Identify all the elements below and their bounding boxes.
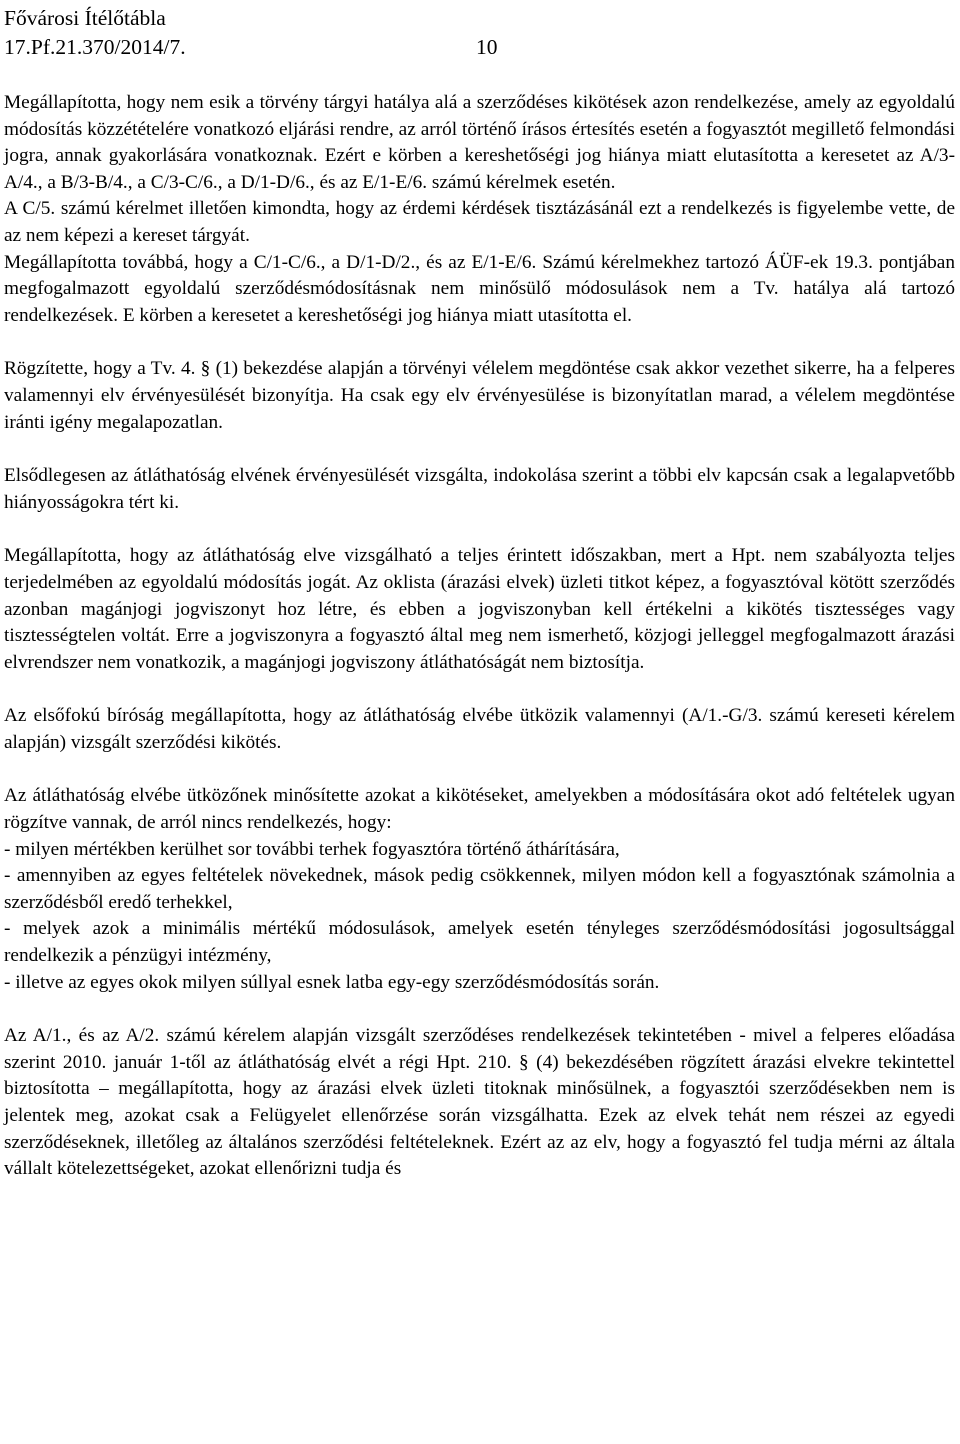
paragraph: Megállapította továbbá, hogy a C/1-C/6., a D/1-D/2., és az E/1-E/6. Számú kérelmekhez tartozó ÁÜF-ek 19.3. pontjában megfogalmazott egyoldalú szerződésmódosításnak nem minősülő módosulások nem a Tv. hatálya alá tartozó rendelkezések. E körben a keresetet a kereshetőségi jog hiánya miatt utasította el.: [4, 251, 955, 326]
paragraph: Az A/1., és az A/2. számú kérelem alapján vizsgált szerződéses rendelkezések tekintetében - mivel a felperes előadása szerint 2010. január 1-től az átláthatóság elvét a régi Hpt. 210. § (4) bekezdésében rögzített árazási elvekre tekintettel biztosította – megállapította, hogy az árazási elvek üzleti titoknak minősülnek, a fogyasztói szerződésekben nem is jelentek meg, azokat csak a Felügyelet ellenőrzése során vizsgálhatta. Ezek az elvek tehát nem részei az egyedi szerződéseknek, illetőleg az általános szerződési feltételeknek. Ezért az az elv, hogy a fogyasztó fel tudja mérni az általa vállalt kötelezettségeket, azokat ellenőrizni tudja és: [4, 1025, 955, 1180]
court-name: Fővárosi Ítélőtábla: [4, 6, 166, 30]
paragraph: Megállapította, hogy az átláthatóság elve vizsgálható a teljes érintett időszakban, mert a Hpt. nem szabályozta teljes terjedelmében az egyoldalú módosítás jogát. Az oklista (árazási elvek) üzleti titkot képez, a fogyasztóval kötött szerződés azonban magánjogi jogviszonyt hoz létre, és ebben a jogviszonyban kell értékelni a kikötés tisztességes vagy tisztességtelen voltát. Erre a jogviszonyra a fogyasztó által meg nem ismerhető, közjogi jelleggel megfogalmazott árazási elvrendszer nem vonatkozik, a magánjogi jogviszony átláthatóságát nem biztosítja.: [4, 545, 955, 673]
list-item: - amennyiben az egyes feltételek növekednek, mások pedig csökkennek, milyen módon kell a fogyasztónak számolnia a szerződésből eredő terhekkel,: [4, 865, 955, 913]
list-item: - melyek azok a minimális mértékű módosulások, amelyek esetén tényleges szerződésmódosítási jogosultsággal rendelkezik a pénzügyi intézmény,: [4, 918, 955, 967]
paragraph: Elsődlegesen az átláthatóság elvének érvényesülését vizsgálta, indokolása szerint a többi elv kapcsán csak a legalapvetőbb hiányosságokra tért ki.: [4, 465, 955, 513]
list-item: - illetve az egyes okok milyen súllyal esnek latba egy-egy szerződésmódosítás során.: [4, 971, 660, 993]
paragraph: Megállapította, hogy nem esik a törvény tárgyi hatálya alá a szerződéses kikötések azon rendelkezése, amely az egyoldalú módosítás közzétételére vonatkozó eljárási rendre, az arról történő írásos értesítés esetén a fogyasztót megillető felmondási jogra, annak gyakorlására vonatkoznak. Ezért e körben a kereshetőségi jog hiánya miatt elutasította a keresetet az A/3-A/4., a B/3-B/4., a C/3-C/6., a D/1-D/6., és az E/1-E/6. számú kérelmek esetén.: [4, 92, 955, 193]
list-item: - milyen mértékben kerülhet sor további terhek fogyasztóra történő áthárítására,: [4, 838, 620, 860]
case-number: 17.Pf.21.370/2014/7.: [4, 35, 186, 59]
page-number: 10: [476, 35, 498, 59]
document-body: [4, 90, 955, 1183]
page-header: [4, 4, 956, 62]
case-number-line: [4, 33, 956, 62]
paragraph: Rögzítette, hogy a Tv. 4. § (1) bekezdése alapján a törvényi vélelem megdöntése csak akkor vezethet sikerre, ha a felperes valamennyi elv érvényesülését bizonyítja. Ha csak egy elv érvényesülése is bizonyítatlan marad, a vélelem megdöntése iránti igény megalapozatlan.: [4, 358, 955, 433]
paragraph: Az átláthatóság elvébe ütközőnek minősítette azokat a kikötéseket, amelyekben a módosítására okot adó feltételek ugyan rögzítve vannak, de arról nincs rendelkezés, hogy:: [4, 785, 955, 834]
paragraph: A C/5. számú kérelmet illetően kimondta, hogy az érdemi kérdések tisztázásánál ezt a rendelkezés is figyelembe vette, de az nem képezi a kereset tárgyát.: [4, 198, 955, 246]
paragraph: Az elsőfokú bíróság megállapította, hogy az átláthatóság elvébe ütközik valamennyi (A/1.-G/3. számú kereseti kérelem alapján) vizsgált szerződési kikötés.: [4, 705, 955, 753]
